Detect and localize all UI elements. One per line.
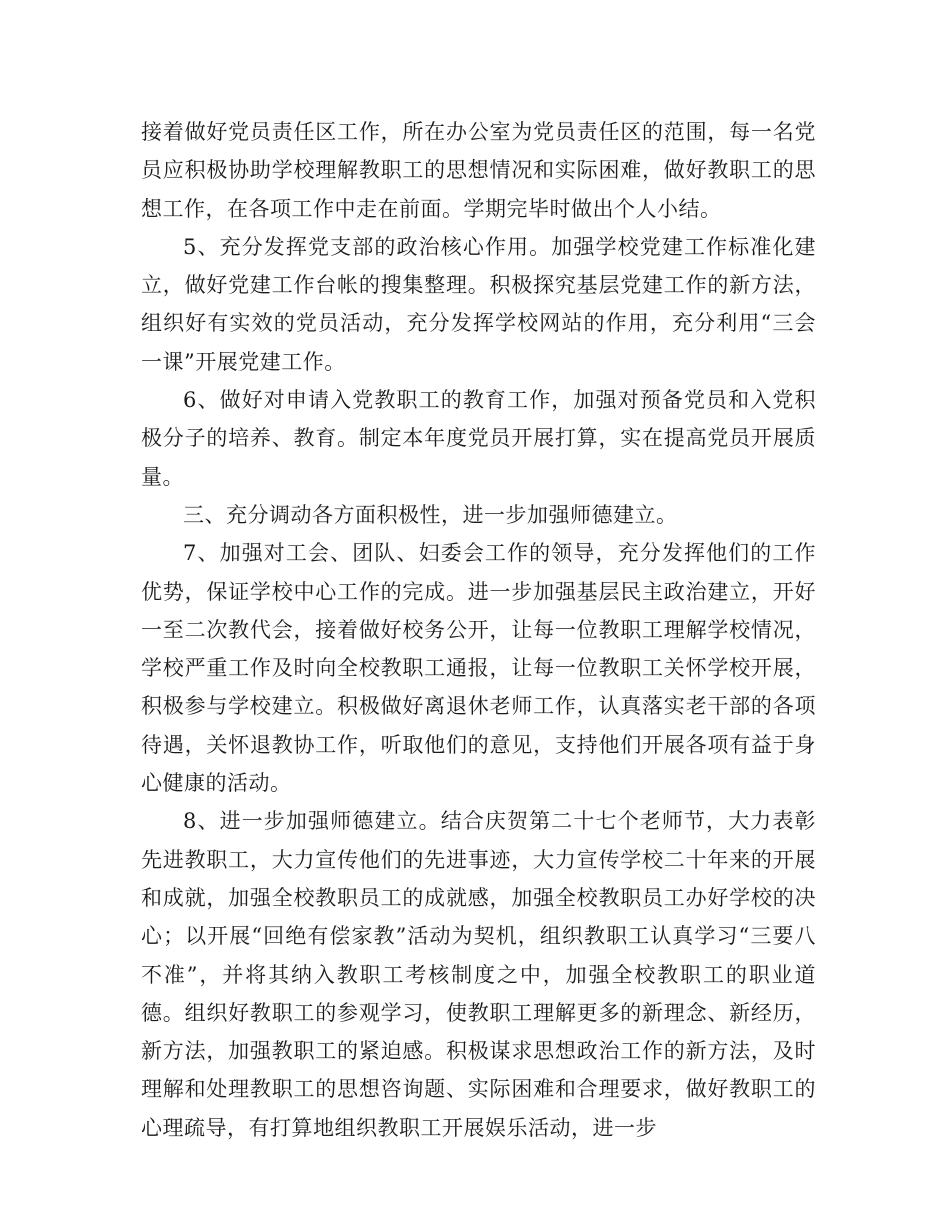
- section-heading-3: 三、充分调动各方面积极性，进一步加强师德建立。: [183, 502, 678, 527]
- paragraph-item-8: 8、进一步加强师德建立。结合庆贺第二十七个老师节，大力表彰先进教职工，大力宣传他们的先进事迹，大力宣传学校二十年来的开展和成就，加强全校教职员工的成就感，加强全校教职员工办好学校的决心；以开展“回绝有偿家教”活动为契机，组织教职工认真学习“三要八不准”，并将其纳入教职工考核制度之中，加强全校教职工的职业道德。组织好教职工的参观学习，使教职工理解更多的新理念、新经历，新方法，加强教职工的紧迫感。积极谋求思想政治工作的新方法，及时理解和处理教职工的思想咨询题、实际困难和合理要求，做好教职工的心理疏导，有打算地组织教职工开展娱乐活动，进一步: [141, 809, 816, 1140]
- paragraph-item-6: 6、做好对申请入党教职工的教育工作，加强对预备党员和入党积极分子的培养、教育。制定本年度党员开展打算，实在提高党员开展质量。: [141, 388, 816, 489]
- paragraph-item-7: 7、加强对工会、团队、妇委会工作的领导，充分发挥他们的工作优势，保证学校中心工作的完成。进一步加强基层民主政治建立，开好一至二次教代会，接着做好校务公开，让每一位教职工理解学校情况，学校严重工作及时向全校教职工通报，让每一位教职工关怀学校开展，积极参与学校建立。积极做好离退休老师工作，认真落实老干部的各项待遇，关怀退教协工作，听取他们的意见，支持他们开展各项有益于身心健康的活动。: [141, 541, 816, 796]
- paragraph-continuation: 接着做好党员责任区工作，所在办公室为党员责任区的范围，每一名党员应积极协助学校理解教职工的思想情况和实际困难，做好教职工的思想工作，在各项工作中走在前面。学期完毕时做出个人小结。: [141, 120, 816, 221]
- paragraph-item-5: 5、充分发挥党支部的政治核心作用。加强学校党建工作标准化建立，做好党建工作台帐的搜集整理。积极探究基层党建工作的新方法，组织好有实效的党员活动，充分发挥学校网站的作用，充分利用“三会一课”开展党建工作。: [141, 234, 816, 374]
- document-body: [141, 113, 816, 1147]
